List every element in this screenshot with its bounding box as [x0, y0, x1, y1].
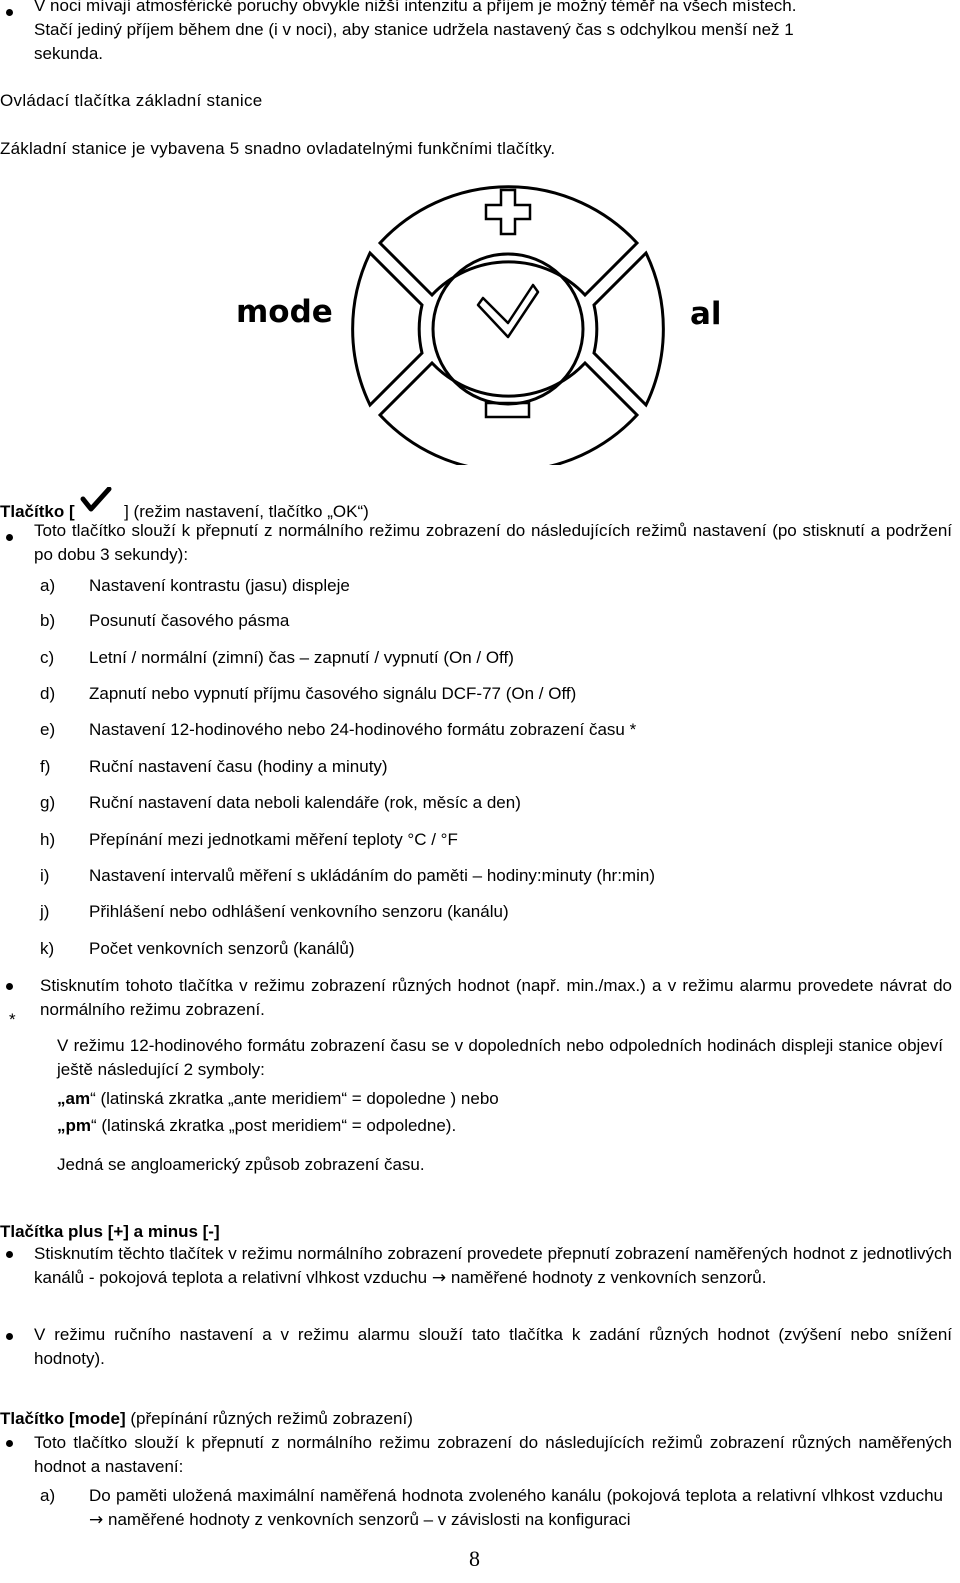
- mode-item-a-part1: Do paměti uložená maximální naměřená hodnota zvoleného kanálu (pokojová teplota a relativní vlhkost vzduchu: [89, 1486, 943, 1505]
- list-item-letter: f): [40, 757, 51, 776]
- list-item-text: Přihlášení nebo odhlášení venkovního senzoru (kanálu): [89, 902, 509, 921]
- list-item-text: Nastavení 12-hodinového nebo 24-hodinového formátu zobrazení času *: [89, 720, 637, 739]
- arrow-icon: →: [89, 1510, 104, 1530]
- quote-open: „: [57, 1089, 66, 1108]
- plus-minus-heading: [0, 1220, 220, 1243]
- list-item-letter: i): [40, 866, 50, 885]
- list-item-letter: g): [40, 793, 56, 812]
- list-item-text: Přepínání mezi jednotkami měření teploty °C / °F: [89, 830, 458, 849]
- pm-symbol: pm: [65, 1116, 91, 1135]
- quote-open: „: [57, 1116, 66, 1135]
- mode-heading-bold-close: ]: [119, 1409, 126, 1428]
- ok-button-outline: [433, 254, 583, 404]
- list-item-text: Ruční nastavení data neboli kalendáře (rok, měsíc a den): [89, 793, 521, 812]
- al-label: al: [690, 296, 722, 332]
- mode-heading-mode: mode: [74, 1409, 120, 1428]
- mode-heading-rest: (přepínání různých režimů zobrazení): [125, 1409, 413, 1428]
- list-item-letter: k): [40, 939, 55, 958]
- bullet-dot: [6, 534, 13, 541]
- plus-minus-bullet-1: [34, 1242, 952, 1290]
- arrow-icon: →: [431, 1268, 447, 1288]
- bullet-dot: [6, 1333, 13, 1340]
- ok-bullet-2: Stisknutím tohoto tlačítka v režimu zobrazení různých hodnot (např. min./max.) a v režimu alarmu provedete návrat do normálního režimu zobrazení.: [40, 976, 952, 1019]
- note-text: V režimu 12-hodinového formátu zobrazení času se v dopoledních nebo odpoledních hodinách displeji stanice objeví ještě následující 2 symboly:: [57, 1036, 943, 1079]
- pm-description: “ (latinská zkratka „post meridiem“ = odpoledne).: [91, 1116, 457, 1135]
- section-text-controls: Základní stanice je vybavena 5 snadno ovladatelnými funkčními tlačítky.: [0, 139, 556, 158]
- plus-minus-bullet-2: V režimu ručního nastavení a v režimu alarmu slouží tato tlačítka k zadání různých hodnot (zvýšení nebo snížení hodnoty).: [34, 1325, 952, 1368]
- mode-heading: [0, 1407, 413, 1430]
- mode-bullet-1: Toto tlačítko slouží k přepnutí z normálního režimu zobrazení do následujících režimů zobrazení různých naměřených hodnot a nastavení:: [34, 1433, 952, 1476]
- heading-bold-prefix: Tlačítko [: [0, 502, 75, 521]
- list-item-text: Posunutí časového pásma: [89, 611, 290, 630]
- list-item-text: Zapnutí nebo vypnutí příjmu časového signálu DCF-77 (On / Off): [89, 684, 577, 703]
- intro-line-2: Stačí jediný příjem během dne (i v noci), aby stanice udržela nastavený čas s odchylkou menší než 1: [34, 20, 794, 39]
- intro-line-3: sekunda.: [34, 44, 103, 63]
- list-item-letter: e): [40, 720, 56, 739]
- intro-line-1: V noci mívají atmosférické poruchy obvykle nižší intenzitu a příjem je možný téměř na všech místech.: [34, 0, 797, 15]
- mode-item-a-letter: a): [40, 1486, 56, 1505]
- mode-item-a-part2: naměřené hodnoty z venkovních senzorů – v závislosti na konfiguraci: [107, 1510, 631, 1529]
- note-end: Jedná se angloamerický způsob zobrazení času.: [57, 1155, 425, 1174]
- check-icon: [478, 285, 538, 337]
- list-item-letter: d): [40, 684, 56, 703]
- bullet-dot: [6, 1440, 13, 1447]
- page-number: 8: [469, 1546, 480, 1571]
- mode-label: mode: [236, 294, 333, 330]
- list-item-letter: j): [40, 902, 50, 921]
- bullet-dot: [6, 9, 13, 16]
- list-item-text: Nastavení intervalů měření s ukládáním do paměti – hodiny:minuty (hr:min): [89, 866, 655, 885]
- minus-button-outline: [380, 363, 637, 465]
- mode-item-a-text: [89, 1484, 943, 1532]
- mode-heading-bold-open: Tlačítko [: [0, 1409, 75, 1428]
- list-item-letter: h): [40, 830, 56, 849]
- plus-minus-bullet-1-part1: Stisknutím těchto tlačítek v režimu normálního zobrazení provedete přepnutí zobrazení naměřených hodnot z jednotlivých kanálů - pokojová teplota a relativní vlhkost vzduchu: [34, 1244, 952, 1287]
- check-icon: [79, 493, 119, 515]
- list-item-text: Ruční nastavení času (hodiny a minuty): [89, 757, 388, 776]
- plus-button-outline: [380, 187, 637, 295]
- plus-minus-heading-text: Tlačítka plus [+] a minus [-]: [0, 1222, 220, 1241]
- am-description: “ (latinská zkratka „ante meridiem“ = dopoledne ) nebo: [90, 1089, 499, 1108]
- list-item-letter: b): [40, 611, 56, 630]
- list-item-text: Letní / normální (zimní) čas – zapnutí / vypnutí (On / Off): [89, 648, 514, 667]
- list-item-letter: a): [40, 576, 56, 595]
- list-item-text: Počet venkovních senzorů (kanálů): [89, 939, 355, 958]
- note-pm-line: [57, 1114, 456, 1137]
- list-item-text: Nastavení kontrastu (jasu) displeje: [89, 576, 350, 595]
- keypad-illustration: [0, 165, 960, 465]
- plus-minus-bullet-1-part2: naměřené hodnoty z venkovních senzorů.: [450, 1268, 767, 1287]
- heading-rest: ] (režim nastavení, tlačítko „OK“): [124, 502, 369, 521]
- bullet-dot: [6, 983, 13, 990]
- ok-bullet-1: Toto tlačítko slouží k přepnutí z normálního režimu zobrazení do následujících režimů nastavení (po stisknutí a podržení po dobu 3 sekundy):: [34, 521, 952, 564]
- note-star: *: [9, 1010, 16, 1029]
- list-item-letter: c): [40, 648, 55, 667]
- plus-icon: [486, 190, 530, 234]
- note-am-line: [57, 1087, 499, 1110]
- section-heading-controls: Ovládací tlačítka základní stanice: [0, 91, 263, 110]
- am-symbol: am: [65, 1089, 91, 1108]
- bullet-dot: [6, 1251, 13, 1258]
